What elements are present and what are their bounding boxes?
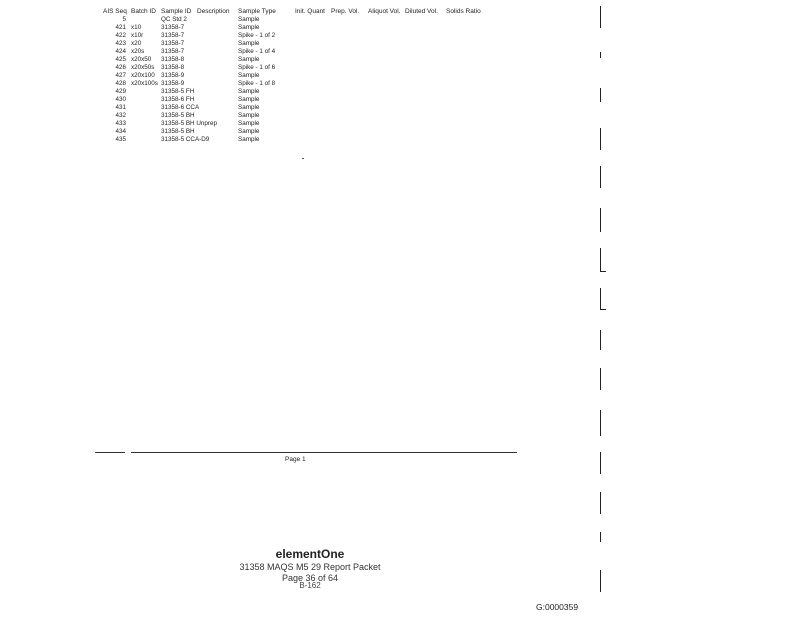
cell-seq: 427 xyxy=(115,72,126,79)
cell-seq: 426 xyxy=(115,64,126,71)
edge-mark xyxy=(600,452,601,474)
table-row xyxy=(93,72,513,80)
header-batch-id: Batch ID xyxy=(131,8,156,15)
cell-sample-type: Spike - 1 of 4 xyxy=(238,48,276,55)
edge-mark xyxy=(600,6,601,28)
cell-batch: x10 xyxy=(131,24,142,31)
cell-seq: 428 xyxy=(115,80,126,87)
table-row xyxy=(93,16,513,24)
cell-seq: 422 xyxy=(115,32,126,39)
cell-seq: 5 xyxy=(122,16,126,23)
edge-mark xyxy=(600,208,601,232)
cell-seq: 423 xyxy=(115,40,126,47)
edge-mark xyxy=(600,88,601,102)
table-row xyxy=(93,104,513,112)
table-row xyxy=(93,128,513,136)
cell-sample-id: 31358-7 xyxy=(161,24,185,31)
edge-mark xyxy=(600,248,601,272)
footer-rule-long xyxy=(131,452,517,453)
cell-batch: x20s xyxy=(131,48,145,55)
table-row xyxy=(93,120,513,128)
cell-sample-type: Sample xyxy=(238,88,260,95)
table-row xyxy=(93,88,513,96)
cell-seq: 425 xyxy=(115,56,126,63)
cell-sample-type: Spike - 1 of 8 xyxy=(238,80,276,87)
table-row xyxy=(93,48,513,56)
table-row xyxy=(93,56,513,64)
footer-rule-short xyxy=(95,452,125,453)
table-row xyxy=(93,32,513,40)
cell-sample-type: Sample xyxy=(238,72,260,79)
cell-sample-id: QC Std 2 xyxy=(161,16,187,23)
bates-number: B-162 xyxy=(299,581,321,590)
cell-sample-type: Sample xyxy=(238,24,260,31)
cell-sample-type: Sample xyxy=(238,120,260,127)
cell-sample-type: Spike - 1 of 6 xyxy=(238,64,276,71)
cell-sample-type: Spike - 1 of 2 xyxy=(238,32,276,39)
cell-batch: x20 xyxy=(131,40,142,47)
cell-seq: 430 xyxy=(115,96,126,103)
cell-sample-id: 31358-8 xyxy=(161,56,185,63)
cell-sample-type: Sample xyxy=(238,56,260,63)
edge-mark xyxy=(600,309,606,310)
edge-mark xyxy=(600,410,601,436)
cell-seq: 434 xyxy=(115,128,126,135)
cell-sample-id: 31358-8 xyxy=(161,64,185,71)
cell-batch: x20x50s xyxy=(131,64,155,71)
cell-sample-type: Sample xyxy=(238,16,260,23)
cell-seq: 431 xyxy=(115,104,126,111)
cell-sample-id: 31358-5 BH xyxy=(161,112,195,119)
header-aliquot-vol: Aliquot Vol. xyxy=(368,8,401,15)
stray-mark xyxy=(302,158,304,159)
cell-sample-id: 31358-7 xyxy=(161,32,185,39)
cell-seq: 424 xyxy=(115,48,126,55)
page-of-count: Page 36 of 64 xyxy=(281,573,339,583)
cell-batch: x20x100 xyxy=(131,72,155,79)
cell-sample-type: Sample xyxy=(238,136,260,143)
page-label: Page 1 xyxy=(285,456,306,463)
cell-batch: x20x50 xyxy=(131,56,152,63)
cell-sample-type: Sample xyxy=(238,112,260,119)
cell-seq: 435 xyxy=(115,136,126,143)
table-row xyxy=(93,136,513,144)
cell-sample-id: 31358-5 BH xyxy=(161,128,195,135)
document-id: G:0000359 xyxy=(536,602,579,612)
header-ais-seq: AIS Seq xyxy=(103,8,127,15)
edge-mark xyxy=(600,128,601,150)
brand-logo-text: elementOne xyxy=(275,547,345,561)
table-row xyxy=(93,112,513,120)
edge-mark xyxy=(600,570,601,592)
table-row xyxy=(93,24,513,32)
edge-mark xyxy=(600,492,601,514)
cell-sample-type: Sample xyxy=(238,128,260,135)
table-row xyxy=(93,64,513,72)
cell-sample-id: 31358-6 CCA xyxy=(161,104,200,111)
edge-mark xyxy=(600,166,601,188)
cell-sample-id: 31358-5 FH xyxy=(161,88,195,95)
cell-sample-id: 31358-7 xyxy=(161,48,185,55)
edge-mark xyxy=(600,288,601,310)
cell-seq: 429 xyxy=(115,88,126,95)
cell-sample-id: 31358-9 xyxy=(161,72,185,79)
edge-mark xyxy=(600,368,601,390)
cell-sample-id: 31358-5 CCA-D9 xyxy=(161,136,210,143)
table-row xyxy=(93,80,513,88)
report-packet-title: 31358 MAQS M5 29 Report Packet xyxy=(239,562,381,572)
header-solids-ratio: Solids Ratio xyxy=(446,8,481,15)
cell-seq: 432 xyxy=(115,112,126,119)
edge-mark xyxy=(600,52,601,58)
header-sample-id: Sample ID xyxy=(161,8,192,15)
cell-batch: x10r xyxy=(131,32,144,39)
cell-sample-type: Sample xyxy=(238,96,260,103)
table-row xyxy=(93,96,513,104)
table-row xyxy=(93,40,513,48)
edge-mark xyxy=(600,271,606,272)
cell-sample-type: Sample xyxy=(238,104,260,111)
cell-sample-type: Sample xyxy=(238,40,260,47)
cell-seq: 421 xyxy=(115,24,126,31)
cell-sample-id: 31358-9 xyxy=(161,80,185,87)
header-diluted-vol: Diluted Vol. xyxy=(405,8,438,15)
cell-sample-id: 31358-7 xyxy=(161,40,185,47)
cell-seq: 433 xyxy=(115,120,126,127)
header-description: Description xyxy=(197,8,230,15)
header-prep-vol: Prep. Vol. xyxy=(331,8,360,15)
cell-batch: x20x100s xyxy=(131,80,158,87)
header-init-quant: Init. Quant xyxy=(295,8,325,15)
cell-sample-id: 31358-6 FH xyxy=(161,96,195,103)
header-sample-type: Sample Type xyxy=(238,8,276,15)
cell-sample-id: 31358-5 BH Unprep xyxy=(161,120,218,127)
edge-mark xyxy=(600,330,601,350)
edge-mark xyxy=(600,532,601,542)
